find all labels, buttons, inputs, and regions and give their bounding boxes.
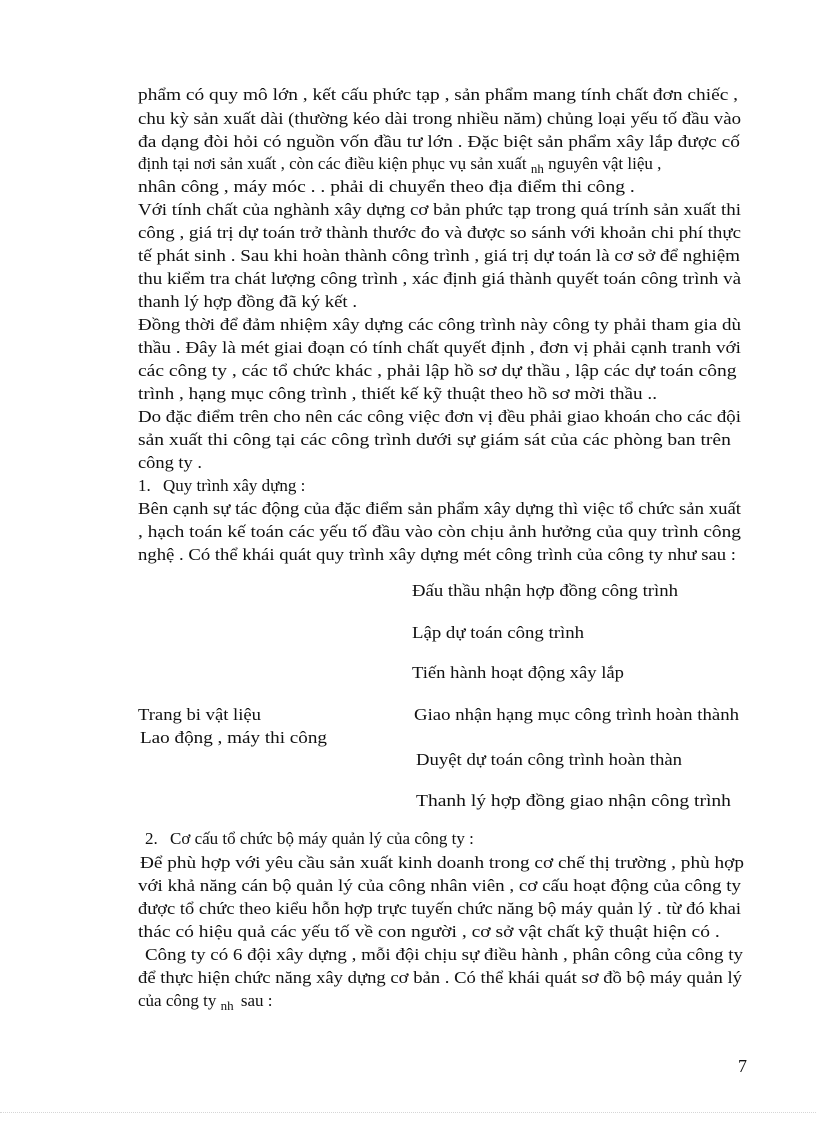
text-line: đa dạng đòi hỏi có nguồn vốn đầu tư lớn . Đặc biệt sản phẩm xây lắp được cố — [138, 132, 740, 151]
text-segment: của công ty — [138, 991, 217, 1010]
flow-step: Tiến hành hoạt động xây lắp — [412, 663, 624, 682]
section-heading — [138, 475, 305, 497]
section-title: Cơ cấu tổ chức bộ máy quản lý của công ty : — [170, 829, 474, 848]
text-line: nhân công , máy móc . . phải di chuyển theo địa điểm thi công . — [138, 177, 635, 196]
text-line: công , giá trị dự toán trở thành thước đo và được so sánh với khoản chi phí thực — [138, 223, 741, 242]
text-line: thu kiểm tra chát lượng công trình , xác định giá thành quyết toán công trình và — [138, 269, 741, 288]
section-number: 1. — [138, 476, 151, 495]
text-line: tế phát sinh . Sau khi hoàn thành công trình , giá trị dự toán là cơ sở để nghiệm — [138, 246, 740, 265]
subscript-text: nh — [530, 161, 544, 176]
text-line: thác có hiệu quả các yếu tố về con người , cơ sở vật chất kỹ thuật hiện có . — [138, 922, 720, 941]
text-line: sản xuất thi công tại các công trình dưới sự giám sát của các phòng ban trên — [138, 430, 731, 449]
text-line: Để phù hợp với yêu cầu sản xuất kinh doanh trong cơ chế thị trường , phù hợp — [140, 853, 744, 872]
text-line: Do đặc điểm trên cho nên các công việc đơn vị đều phải giao khoán cho các đội — [138, 407, 741, 426]
text-line: thanh lý hợp đồng đã ký kết . — [138, 292, 357, 311]
text-line: Bên cạnh sự tác động của đặc điểm sản phẩm xây dựng thì việc tổ chức sản xuất — [138, 499, 741, 518]
text-line: với khả năng cán bộ quản lý của công nhân viên , cơ cấu hoạt động của công ty — [138, 876, 742, 895]
text-line — [138, 153, 661, 176]
section-title: Quy trình xây dựng : — [163, 476, 306, 495]
text-line: Với tính chất của nghành xây dựng cơ bản phức tạp trong quá trính sản xuất thi — [138, 200, 741, 219]
flow-step: Thanh lý hợp đồng giao nhận công trình — [416, 791, 731, 810]
flow-step: Đấu thầu nhận hợp đồng công trình — [412, 581, 678, 600]
page-number: 7 — [738, 1056, 747, 1076]
text-line: Công ty có 6 đội xây dựng , mỗi đội chịu sự điều hành , phân công của công ty — [145, 945, 743, 964]
text-segment: nguyên vật liệu , — [548, 154, 662, 173]
text-line — [138, 990, 273, 1013]
text-line: phẩm có quy mô lớn , kết cấu phức tạp , sản phẩm mang tính chất đơn chiếc , — [138, 85, 738, 104]
section-heading — [145, 828, 474, 850]
section-number: 2. — [145, 829, 158, 848]
text-line: công ty . — [138, 453, 202, 472]
flow-input: Lao động , máy thi công — [140, 728, 327, 747]
flow-input: Trang bi vật liệu — [138, 705, 261, 724]
text-line: thầu . Đây là mét giai đoạn có tính chất quyết định , đơn vị phải cạnh tranh với — [138, 338, 741, 357]
text-line: được tổ chức theo kiểu hỗn hợp trực tuyến chức năng bộ máy quản lý . từ đó khai — [138, 899, 741, 918]
flow-step: Giao nhận hạng mục công trình hoàn thành — [414, 705, 739, 724]
text-line: trình , hạng mục công trình , thiết kế kỹ thuật theo hồ sơ mời thầu .. — [138, 384, 657, 403]
page-border-dotted — [0, 1112, 816, 1113]
text-segment: sau : — [240, 991, 273, 1010]
flow-step: Lập dự toán công trình — [412, 623, 584, 642]
text-segment: định tại nơi sản xuất , còn các điều kiện phục vụ sản xuất — [138, 154, 527, 173]
text-line: các công ty , các tổ chức khác , phải lập hồ sơ dự thầu , lập các dự toán công — [138, 361, 737, 380]
text-line: để thực hiện chức năng xây dựng cơ bản . Có thể khái quát sơ đồ bộ máy quản lý — [138, 968, 742, 987]
text-line: Đồng thời để đảm nhiệm xây dựng các công trình này công ty phải tham gia dù — [138, 315, 741, 334]
text-line: , hạch toán kế toán các yếu tố đầu vào còn chịu ảnh hưởng của quy trình công — [138, 522, 741, 541]
subscript-text: nh — [220, 998, 234, 1013]
text-line: nghệ . Có thể khái quát quy trình xây dựng mét công trình của công ty như sau : — [138, 545, 736, 564]
text-line: chu kỳ sản xuất dài (thường kéo dài trong nhiều năm) chủng loại yếu tố đầu vào — [138, 109, 741, 128]
flow-step: Duyệt dự toán công trình hoàn thàn — [416, 750, 682, 769]
